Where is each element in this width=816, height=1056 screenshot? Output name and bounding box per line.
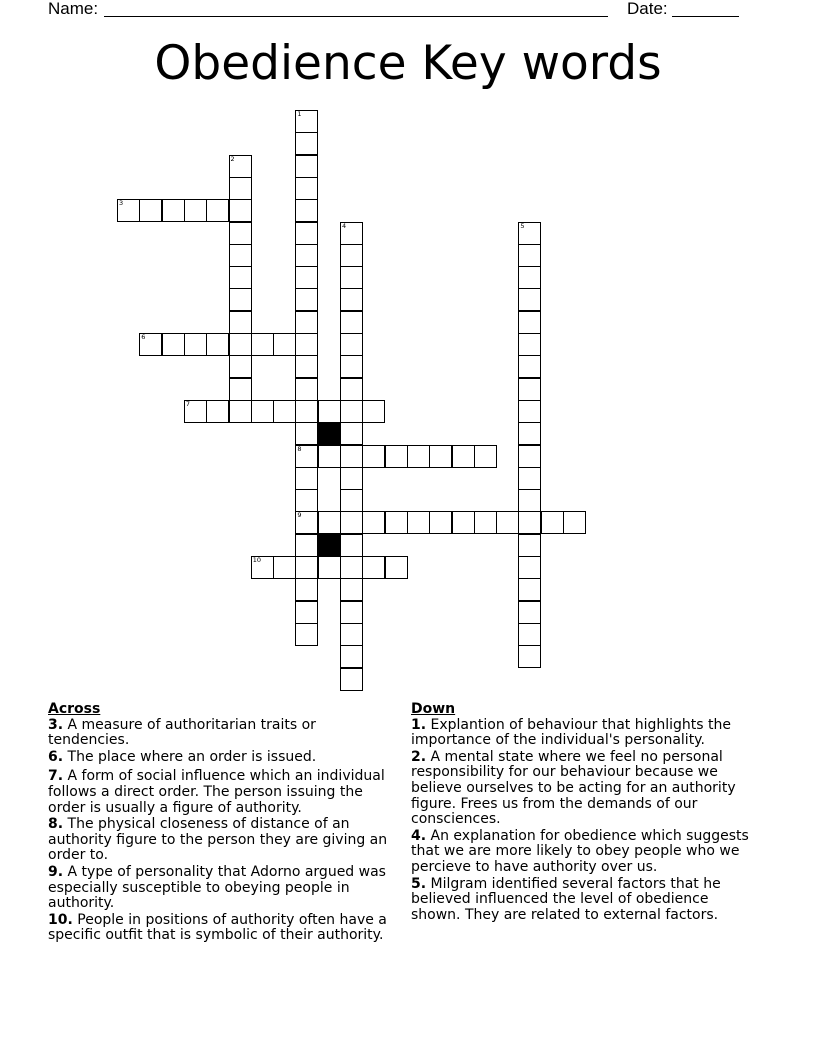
crossword-cell[interactable] — [340, 668, 363, 691]
clue-text: Explantion of behaviour that highlights the importance of the individual's personality. — [411, 716, 732, 749]
cell-number: 1 — [297, 110, 302, 118]
crossword-cell[interactable] — [184, 333, 207, 356]
crossword-cell[interactable] — [340, 489, 363, 512]
clue-down-2 — [411, 750, 761, 828]
crossword-cell[interactable] — [518, 511, 541, 534]
crossword-cell[interactable] — [295, 311, 318, 334]
clue-number: 5. — [411, 875, 427, 892]
crossword-cell[interactable] — [518, 601, 541, 624]
clue-text: An explanation for obedience which suggests that we are more likely to obey people who we percieve to have authority over us. — [411, 827, 749, 875]
crossword-cell[interactable] — [518, 645, 541, 668]
crossword-cell[interactable] — [295, 400, 318, 423]
crossword-cell[interactable] — [251, 556, 274, 579]
crossword-cell[interactable] — [229, 333, 252, 356]
crossword-cell[interactable] — [162, 199, 185, 222]
crossword-cell[interactable] — [295, 132, 318, 155]
crossword-cell[interactable] — [340, 578, 363, 601]
clue-across-10 — [48, 913, 400, 944]
crossword-cell[interactable] — [518, 222, 541, 245]
crossword-cell[interactable] — [340, 288, 363, 311]
crossword-cell[interactable] — [518, 288, 541, 311]
crossword-cell[interactable] — [295, 601, 318, 624]
clue-down-1 — [411, 718, 761, 749]
crossword-cell[interactable] — [251, 400, 274, 423]
crossword-cell[interactable] — [318, 445, 341, 468]
crossword-cell[interactable] — [340, 511, 363, 534]
crossword-cell[interactable] — [474, 445, 497, 468]
clue-text: A measure of authoritarian traits or tendencies. — [48, 716, 316, 749]
clue-number: 9. — [48, 863, 64, 880]
clue-text: Milgram identified several factors that he believed influenced the level of obedience shown. They are related to external factors. — [411, 875, 721, 923]
crossword-cell[interactable] — [518, 244, 541, 267]
crossword-cell[interactable] — [385, 556, 408, 579]
crossword-cell[interactable] — [295, 556, 318, 579]
crossword-cell[interactable] — [518, 400, 541, 423]
cell-number: 10 — [252, 556, 262, 564]
crossword-cell[interactable] — [229, 177, 252, 200]
crossword-cell[interactable] — [295, 445, 318, 468]
crossword-cell[interactable] — [229, 311, 252, 334]
crossword-cell[interactable] — [407, 511, 430, 534]
cell-number: 5 — [520, 221, 525, 230]
crossword-cell[interactable] — [229, 355, 252, 378]
crossword-cell[interactable] — [452, 445, 475, 468]
crossword-cell[interactable] — [340, 422, 363, 445]
page-title: Obedience Key words — [154, 36, 662, 91]
crossword-cell[interactable] — [340, 623, 363, 646]
crossword-cell[interactable] — [295, 199, 318, 222]
cell-number: 6 — [141, 333, 146, 341]
clue-text: A type of personality that Adorno argued was especially susceptible to obeying people in authority. — [48, 863, 386, 912]
crossword-cell[interactable] — [340, 266, 363, 289]
crossword-cell[interactable] — [229, 400, 252, 423]
crossword-cell[interactable] — [340, 645, 363, 668]
crossword-cell[interactable] — [340, 311, 363, 334]
crossword-cell[interactable] — [229, 288, 252, 311]
crossword-cell[interactable] — [340, 601, 363, 624]
date-label: Date: — [627, 0, 668, 18]
crossword-cell[interactable] — [295, 244, 318, 267]
crossword-cell[interactable] — [429, 511, 452, 534]
crossword-cell[interactable] — [407, 445, 430, 468]
crossword-cell[interactable] — [518, 266, 541, 289]
crossword-cell[interactable] — [229, 266, 252, 289]
crossword-cell[interactable] — [496, 511, 519, 534]
crossword-cell[interactable] — [518, 445, 541, 468]
crossword-cell[interactable] — [273, 556, 296, 579]
crossword-black-cell — [318, 422, 341, 445]
crossword-cell[interactable] — [518, 355, 541, 378]
crossword-cell[interactable] — [541, 511, 564, 534]
crossword-cell[interactable] — [340, 400, 363, 423]
crossword-cell[interactable] — [295, 534, 318, 557]
crossword-cell[interactable] — [295, 623, 318, 646]
crossword-cell[interactable] — [295, 355, 318, 378]
crossword-cell[interactable] — [295, 422, 318, 445]
down-heading: Down — [411, 701, 456, 717]
crossword-cell[interactable] — [184, 400, 207, 423]
crossword-cell[interactable] — [295, 266, 318, 289]
crossword-cell[interactable] — [340, 222, 363, 245]
clue-text: A mental state where we feel no personal responsibility for our behaviour because we believe ourselves to be acting for an authority figure. Frees us from the demands of our consciences. — [411, 748, 736, 828]
crossword-cell[interactable] — [229, 378, 252, 401]
crossword-cell[interactable] — [273, 400, 296, 423]
crossword-cell[interactable] — [295, 333, 318, 356]
crossword-cell[interactable] — [251, 333, 274, 356]
crossword-cell[interactable] — [229, 199, 252, 222]
clue-text: A form of social influence which an individual follows a direct order. The person issuing the order is usually a figure of authority. — [48, 768, 385, 816]
crossword-cell[interactable] — [340, 333, 363, 356]
cell-number: 4 — [342, 221, 347, 230]
clue-across-3 — [48, 718, 400, 749]
crossword-cell[interactable] — [273, 333, 296, 356]
cell-number: 7 — [185, 399, 191, 408]
crossword-cell[interactable] — [518, 623, 541, 646]
crossword-cell[interactable] — [340, 355, 363, 378]
clue-number: 8. — [48, 816, 64, 833]
clue-number: 2. — [411, 748, 427, 765]
crossword-cell[interactable] — [295, 288, 318, 311]
crossword-cell[interactable] — [295, 578, 318, 601]
crossword-cell[interactable] — [518, 467, 541, 490]
clue-number: 7. — [48, 768, 64, 785]
crossword-cell[interactable] — [362, 400, 385, 423]
crossword-cell[interactable] — [340, 556, 363, 579]
crossword-cell[interactable] — [318, 556, 341, 579]
crossword-cell[interactable] — [229, 222, 252, 245]
crossword-cell[interactable] — [139, 333, 162, 356]
crossword-cell[interactable] — [318, 511, 341, 534]
crossword-cell[interactable] — [518, 534, 541, 557]
crossword-cell[interactable] — [518, 489, 541, 512]
crossword-cell[interactable] — [229, 244, 252, 267]
crossword-cell[interactable] — [295, 222, 318, 245]
clue-number: 4. — [411, 827, 427, 844]
cell-number: 2 — [230, 154, 235, 163]
crossword-cell[interactable] — [295, 155, 318, 178]
crossword-cell[interactable] — [518, 378, 541, 401]
crossword-cell[interactable] — [340, 534, 363, 557]
crossword-cell[interactable] — [518, 578, 541, 601]
crossword-cell[interactable] — [295, 467, 318, 490]
crossword-cell[interactable] — [318, 400, 341, 423]
clue-text: The place where an order is issued. — [67, 748, 317, 765]
crossword-cell[interactable] — [518, 556, 541, 579]
crossword-cell[interactable] — [206, 199, 229, 222]
crossword-cell[interactable] — [139, 199, 162, 222]
crossword-cell[interactable] — [362, 556, 385, 579]
crossword-cell[interactable] — [340, 445, 363, 468]
crossword-cell[interactable] — [385, 511, 408, 534]
crossword-black-cell — [318, 534, 341, 557]
clue-across-8 — [48, 817, 400, 864]
crossword-cell[interactable] — [385, 445, 408, 468]
across-clues — [48, 702, 400, 945]
crossword-cell[interactable] — [518, 422, 541, 445]
crossword-cell[interactable] — [295, 511, 318, 534]
clue-number: 1. — [411, 716, 427, 733]
crossword-cell[interactable] — [518, 311, 541, 334]
crossword-cell[interactable] — [340, 244, 363, 267]
crossword-cell[interactable] — [295, 177, 318, 200]
crossword-cell[interactable] — [362, 445, 385, 468]
crossword-cell[interactable] — [518, 333, 541, 356]
crossword-cell[interactable] — [295, 489, 318, 512]
name-label: Name: — [48, 0, 99, 18]
clue-across-6 — [48, 750, 400, 766]
crossword-cell[interactable] — [340, 378, 363, 401]
cell-number: 3 — [119, 199, 124, 208]
crossword-cell[interactable] — [474, 511, 497, 534]
clue-down-4 — [411, 829, 761, 876]
crossword-cell[interactable] — [563, 511, 586, 534]
cell-number: 9 — [297, 511, 302, 520]
crossword-cell[interactable] — [295, 110, 318, 133]
across-heading: Across — [48, 701, 101, 717]
clue-number: 10. — [48, 911, 73, 928]
cell-number: 8 — [297, 444, 302, 453]
clue-down-5 — [411, 877, 761, 924]
crossword-cell[interactable] — [162, 333, 185, 356]
crossword-cell[interactable] — [206, 400, 229, 423]
clue-text: People in positions of authority often have a specific outfit that is symbolic of their authority. — [48, 911, 387, 944]
crossword-cell[interactable] — [229, 155, 252, 178]
clue-across-9 — [48, 865, 400, 912]
crossword-cell[interactable] — [429, 445, 452, 468]
clue-across-7 — [48, 769, 400, 816]
crossword-cell[interactable] — [117, 199, 140, 222]
crossword-cell[interactable] — [362, 511, 385, 534]
crossword-cell[interactable] — [295, 378, 318, 401]
crossword-cell[interactable] — [340, 467, 363, 490]
clue-text: The physical closeness of distance of an authority figure to the person they are giving an order to. — [48, 816, 388, 864]
crossword-cell[interactable] — [206, 333, 229, 356]
crossword-cell[interactable] — [452, 511, 475, 534]
down-clues — [411, 702, 761, 924]
clue-number: 6. — [48, 748, 64, 765]
crossword-cell[interactable] — [184, 199, 207, 222]
clue-number: 3. — [48, 716, 64, 733]
